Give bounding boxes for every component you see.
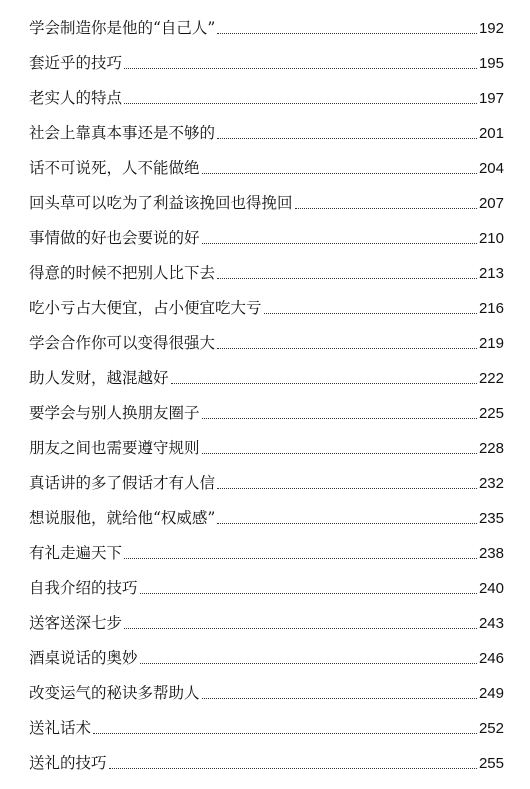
dot-leader [217, 278, 477, 279]
toc-entry[interactable] [29, 427, 504, 462]
toc-entry-title: 得意的时候不把别人比下去 [29, 263, 216, 282]
toc-entry-title: 老实人的特点 [29, 88, 123, 107]
dot-leader [124, 103, 477, 104]
toc-entry[interactable] [29, 252, 504, 287]
dot-leader [264, 313, 477, 314]
toc-entry-title: 想说服他，就给他“权威感” [29, 508, 216, 527]
toc-entry-title: 吃小亏占大便宜，占小便宜吃大亏 [29, 298, 262, 317]
dot-leader [202, 418, 477, 419]
toc-entry-title: 学会制造你是他的“自己人” [29, 18, 216, 37]
toc-entry-title: 助人发财，越混越好 [29, 368, 169, 387]
dot-leader [217, 33, 477, 34]
toc-entry-page-number: 243 [478, 615, 504, 632]
toc-entry-title: 要学会与别人换朋友圈子 [29, 403, 200, 422]
table-of-contents [29, 7, 504, 777]
toc-entry[interactable] [29, 357, 504, 392]
toc-entry-page-number: 216 [478, 300, 504, 317]
toc-entry-title: 套近乎的技巧 [29, 53, 123, 72]
toc-entry-page-number: 228 [478, 440, 504, 457]
toc-entry-page-number: 240 [478, 580, 504, 597]
toc-entry-page-number: 222 [478, 370, 504, 387]
toc-entry-page-number: 232 [478, 475, 504, 492]
toc-entry-title: 回头草可以吃为了利益该挽回也得挽回 [29, 193, 293, 212]
toc-entry-title: 话不可说死，人不能做绝 [29, 158, 200, 177]
dot-leader [124, 628, 477, 629]
dot-leader [202, 173, 477, 174]
toc-entry-page-number: 192 [478, 20, 504, 37]
toc-entry[interactable] [29, 707, 504, 742]
toc-entry[interactable] [29, 287, 504, 322]
toc-entry-page-number: 197 [478, 90, 504, 107]
toc-entry-page-number: 246 [478, 650, 504, 667]
dot-leader [202, 698, 477, 699]
toc-entry-page-number: 219 [478, 335, 504, 352]
toc-entry[interactable] [29, 217, 504, 252]
toc-entry-title: 有礼走遍天下 [29, 543, 123, 562]
toc-entry[interactable] [29, 497, 504, 532]
toc-entry-title: 改变运气的秘诀多帮助人 [29, 683, 200, 702]
toc-entry-page-number: 249 [478, 685, 504, 702]
toc-entry-title: 送客送深七步 [29, 613, 123, 632]
toc-entry[interactable] [29, 392, 504, 427]
toc-entry-title: 酒桌说话的奥妙 [29, 648, 138, 667]
dot-leader [295, 208, 477, 209]
toc-entry[interactable] [29, 322, 504, 357]
dot-leader [217, 523, 477, 524]
toc-entry-title: 自我介绍的技巧 [29, 578, 138, 597]
dot-leader [217, 488, 477, 489]
dot-leader [140, 663, 477, 664]
dot-leader [171, 383, 477, 384]
dot-leader [217, 348, 477, 349]
toc-entry-page-number: 238 [478, 545, 504, 562]
toc-entry-title: 学会合作你可以变得很强大 [29, 333, 216, 352]
toc-entry[interactable] [29, 112, 504, 147]
toc-entry[interactable] [29, 637, 504, 672]
toc-entry[interactable] [29, 532, 504, 567]
toc-entry[interactable] [29, 147, 504, 182]
toc-entry-page-number: 255 [478, 755, 504, 772]
dot-leader [124, 558, 477, 559]
toc-entry-page-number: 207 [478, 195, 504, 212]
dot-leader [140, 593, 477, 594]
dot-leader [202, 453, 477, 454]
toc-entry-page-number: 210 [478, 230, 504, 247]
toc-entry-page-number: 252 [478, 720, 504, 737]
dot-leader [109, 768, 477, 769]
toc-entry[interactable] [29, 462, 504, 497]
toc-entry[interactable] [29, 742, 504, 777]
toc-entry-page-number: 225 [478, 405, 504, 422]
toc-entry[interactable] [29, 602, 504, 637]
toc-entry-page-number: 201 [478, 125, 504, 142]
dot-leader [124, 68, 477, 69]
dot-leader [202, 243, 477, 244]
toc-entry[interactable] [29, 42, 504, 77]
toc-entry-page-number: 204 [478, 160, 504, 177]
toc-entry-title: 送礼的技巧 [29, 753, 107, 772]
toc-entry[interactable] [29, 672, 504, 707]
toc-entry-title: 事情做的好也会要说的好 [29, 228, 200, 247]
toc-entry-title: 送礼话术 [29, 718, 92, 737]
toc-entry-page-number: 235 [478, 510, 504, 527]
dot-leader [217, 138, 477, 139]
dot-leader [93, 733, 477, 734]
toc-entry-title: 朋友之间也需要遵守规则 [29, 438, 200, 457]
toc-entry[interactable] [29, 567, 504, 602]
toc-entry-title: 社会上靠真本事还是不够的 [29, 123, 216, 142]
toc-entry-title: 真话讲的多了假话才有人信 [29, 473, 216, 492]
toc-entry[interactable] [29, 7, 504, 42]
toc-entry-page-number: 213 [478, 265, 504, 282]
toc-entry-page-number: 195 [478, 55, 504, 72]
toc-entry[interactable] [29, 77, 504, 112]
toc-entry[interactable] [29, 182, 504, 217]
